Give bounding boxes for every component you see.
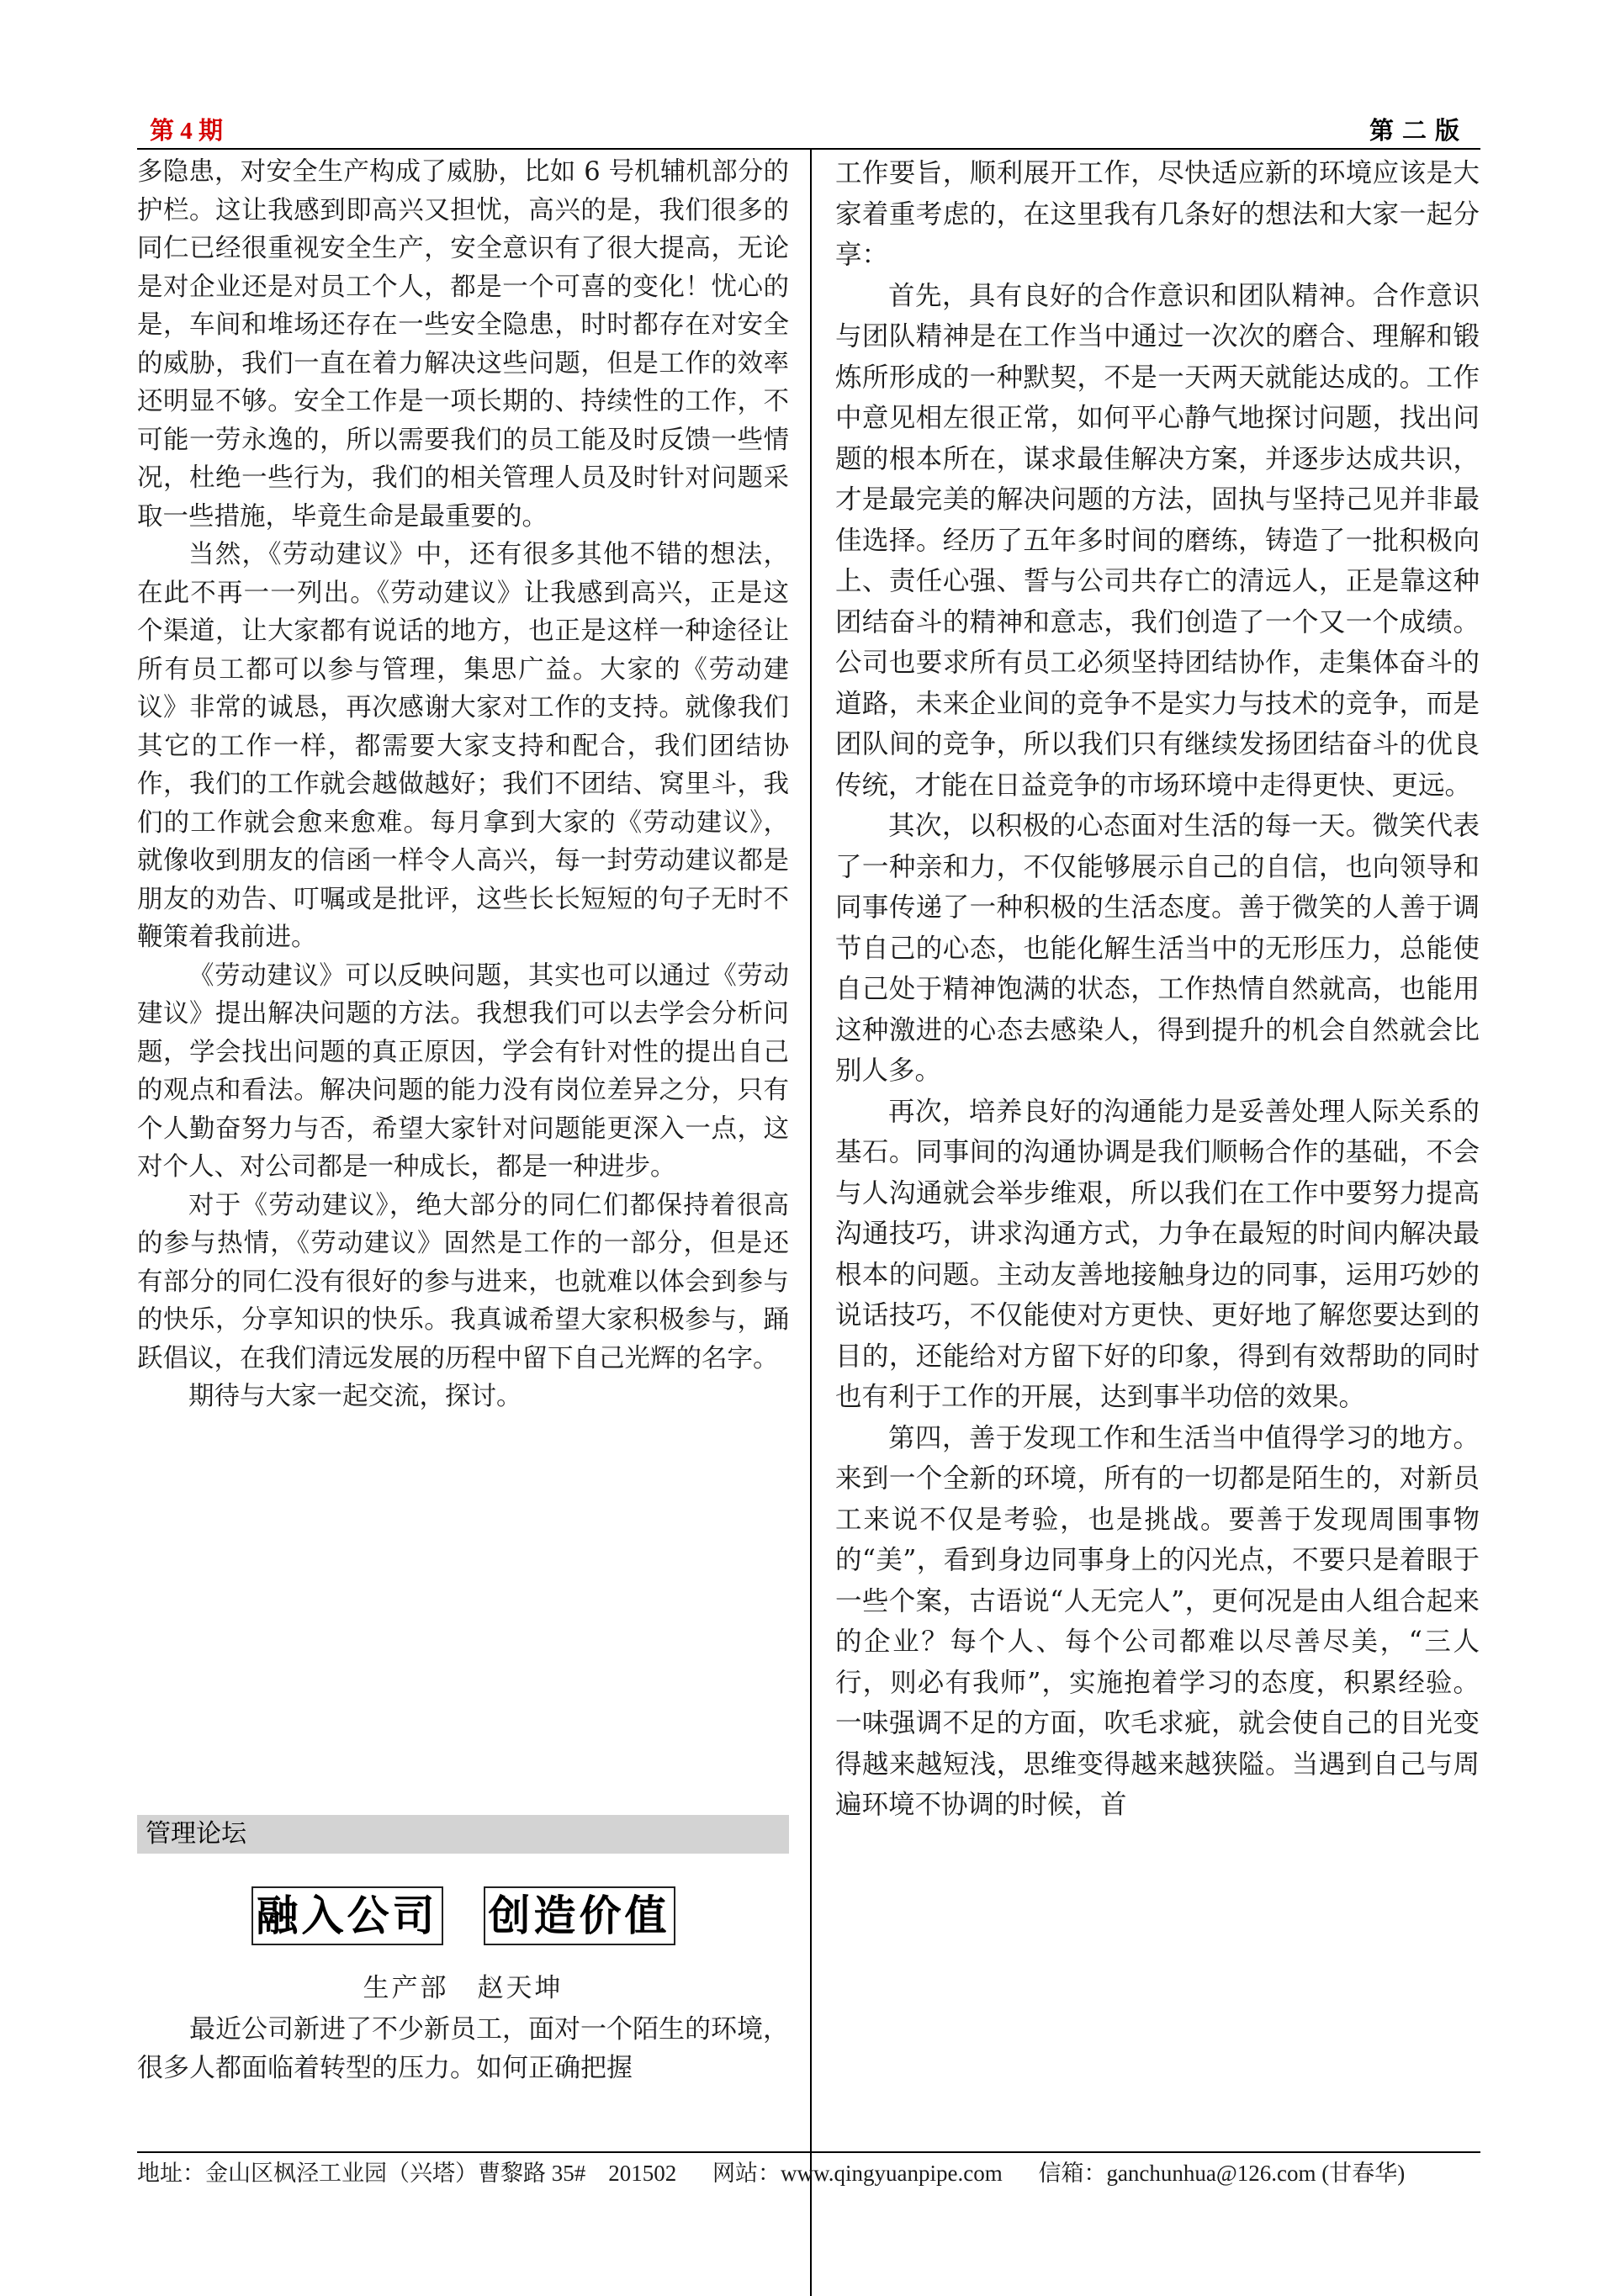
left-paragraph-3: 《劳动建议》可以反映问题，其实也可以通过《劳动建议》提出解决问题的方法。我想我们可以去学会分析问题，学会找出问题的真正原因，学会有针对性的提出自己的观点和看法。解决问题的能力没有岗位差异之分，只有个人勤奋努力与否，希望大家针对问题能更深入一点，这对个人、对公司都是一种成长，都是一种进步。 [137, 960, 789, 1182]
article-title [137, 1886, 789, 1945]
left-paragraph-4: 对于《劳动建议》，绝大部分的同仁们都保持着很高的参与热情，《劳动建议》固然是工作的一部分，但是还有部分的同仁没有很好的参与进来，也就难以体会到参与的快乐，分享知识的快乐。我真诚希望大家积极参与，踊跃倡议，在我们清远发展的历程中留下自己光辉的名字。 [137, 1190, 789, 1373]
right-column [835, 153, 1480, 1826]
footer-rule [137, 2151, 1480, 2153]
left-paragraph-2: 当然，《劳动建议》中，还有很多其他不错的想法，在此不再一一列出。《劳动建议》让我感到高兴，正是这个渠道，让大家都有说话的地方，也正是这样一种途径让所有员工都可以参与管理，集思广益。大家的《劳动建议》非常的诚恳，再次感谢大家对工作的支持。就像我们其它的工作一样，都需要大家支持和配合，我们团结协作，我们的工作就会越做越好；我们不团结、窝里斗，我们的工作就会愈来愈难。每月拿到大家的《劳动建议》，就像收到朋友的信函一样令人高兴，每一封劳动建议都是朋友的劝告、叮嘱或是批评，这些长长短短的句子无时不鞭策着我前进。 [137, 540, 789, 952]
right-paragraph-1: 工作要旨，顺利展开工作，尽快适应新的环境应该是大家着重考虑的，在这里我有几条好的想法和大家一起分享： [835, 158, 1480, 270]
edition-label: 第二版 [1369, 118, 1468, 145]
left-paragraph-5: 期待与大家一起交流，探讨。 [188, 1382, 522, 1411]
column-divider [810, 150, 812, 2296]
right-paragraph-3: 其次，以积极的心态面对生活的每一天。微笑代表了一种亲和力，不仅能够展示自己的自信，也向领导和同事传递了一种积极的生活态度。善于微笑的人善于调节自己的心态，也能化解生活当中的无形压力，总能使自己处于精神饱满的状态，工作热情自然就高，也能用这种激进的心态去感染人，得到提升的机会自然就会比别人多。 [835, 811, 1480, 1086]
article-title-part-1: 融入公司 [252, 1886, 443, 1945]
article-byline: 生产部 赵天坤 [363, 1973, 564, 2003]
issue-number: 第 4 期 [150, 118, 224, 145]
footer-address: 地址：金山区枫泾工业园（兴塔）曹黎路 35# 201502 [137, 2161, 677, 2186]
right-paragraph-2: 首先，具有良好的合作意识和团队精神。合作意识与团队精神是在工作当中通过一次次的磨合、理解和锻炼所形成的一种默契，不是一天两天就能达成的。工作中意见相左很正常，如何平心静气地探讨问题，找出问题的根本所在，谋求最佳解决方案，并逐步达成共识，才是最完美的解决问题的方法，固执与坚持己见并非最佳选择。经历了五年多时间的磨练，铸造了一批积极向上、责任心强、誓与公司共存亡的清远人，正是靠这种团结奋斗的精神和意志，我们创造了一个又一个成绩。公司也要求所有员工必须坚持团结协作，走集体奋斗的道路，未来企业间的竞争不是实力与技术的竞争，而是团队间的竞争，所以我们只有继续发扬团结奋斗的优良传统，才能在日益竞争的市场环境中走得更快、更远。 [835, 280, 1480, 801]
section-label: 管理论坛 [146, 1819, 246, 1849]
right-paragraph-5: 第四，善于发现工作和生活当中值得学习的地方。来到一个全新的环境，所有的一切都是陌生的，对新员工来说不仅是考验，也是挑战。要善于发现周围事物的“美”，看到身边同事身上的闪光点，不要只是着眼于一些个案，古语说“人无完人”，更何况是由人组合起来的企业？每个人、每个公司都难以尽善尽美，“三人行，则必有我师”，实施抱着学习的态度，积累经验。一味强调不足的方面，吹毛求疵，就会使自己的目光变得越来越短浅，思维变得越来越狭隘。当遇到自己与周遍环境不协调的时候，首 [835, 1422, 1480, 1820]
left-column [137, 153, 789, 1416]
right-paragraph-4: 再次，培养良好的沟通能力是妥善处理人际关系的基石。同事间的沟通协调是我们顺畅合作的基础，不会与人沟通就会举步维艰，所以我们在工作中要努力提高沟通技巧，讲求沟通方式，力争在最短的时间内解决最根本的问题。主动友善地接触身边的同事，运用巧妙的说话技巧，不仅能使对方更快、更好地了解您要达到的目的，还能给对方留下好的印象，得到有效帮助的同时也有利于工作的开展，达到事半功倍的效果。 [835, 1096, 1480, 1412]
section-label-bar [137, 1815, 789, 1854]
footer-website: 网站：www.qingyuanpipe.com [712, 2161, 1003, 2186]
article-title-part-2: 创造价值 [484, 1886, 675, 1945]
footer-email: 信箱：ganchunhua@126.com (甘春华) [1038, 2161, 1406, 2186]
article-intro [137, 2010, 789, 2087]
header-rule [137, 148, 1480, 150]
left-paragraph-1: 多隐患，对安全生产构成了威胁，比如 6 号机辅机部分的护栏。这让我感到即高兴又担忧，高兴的是，我们很多的同仁已经很重视安全生产，安全意识有了很大提高，无论是对企业还是对员工个人，都是一个可喜的变化！忧心的是，车间和堆场还存在一些安全隐患，时时都存在对安全的威胁，我们一直在着力解决这些问题，但是工作的效率还明显不够。安全工作是一项长期的、持续性的工作，不可能一劳永逸的，所以需要我们的员工能及时反馈一些情况，杜绝一些行为，我们的相关管理人员及时针对问题采取一些措施，毕竟生命是最重要的。 [137, 157, 789, 532]
intro-paragraph: 最近公司新进了不少新员工，面对一个陌生的环境，很多人都面临着转型的压力。如何正确把握 [137, 2014, 789, 2083]
page-footer [137, 2158, 1480, 2188]
